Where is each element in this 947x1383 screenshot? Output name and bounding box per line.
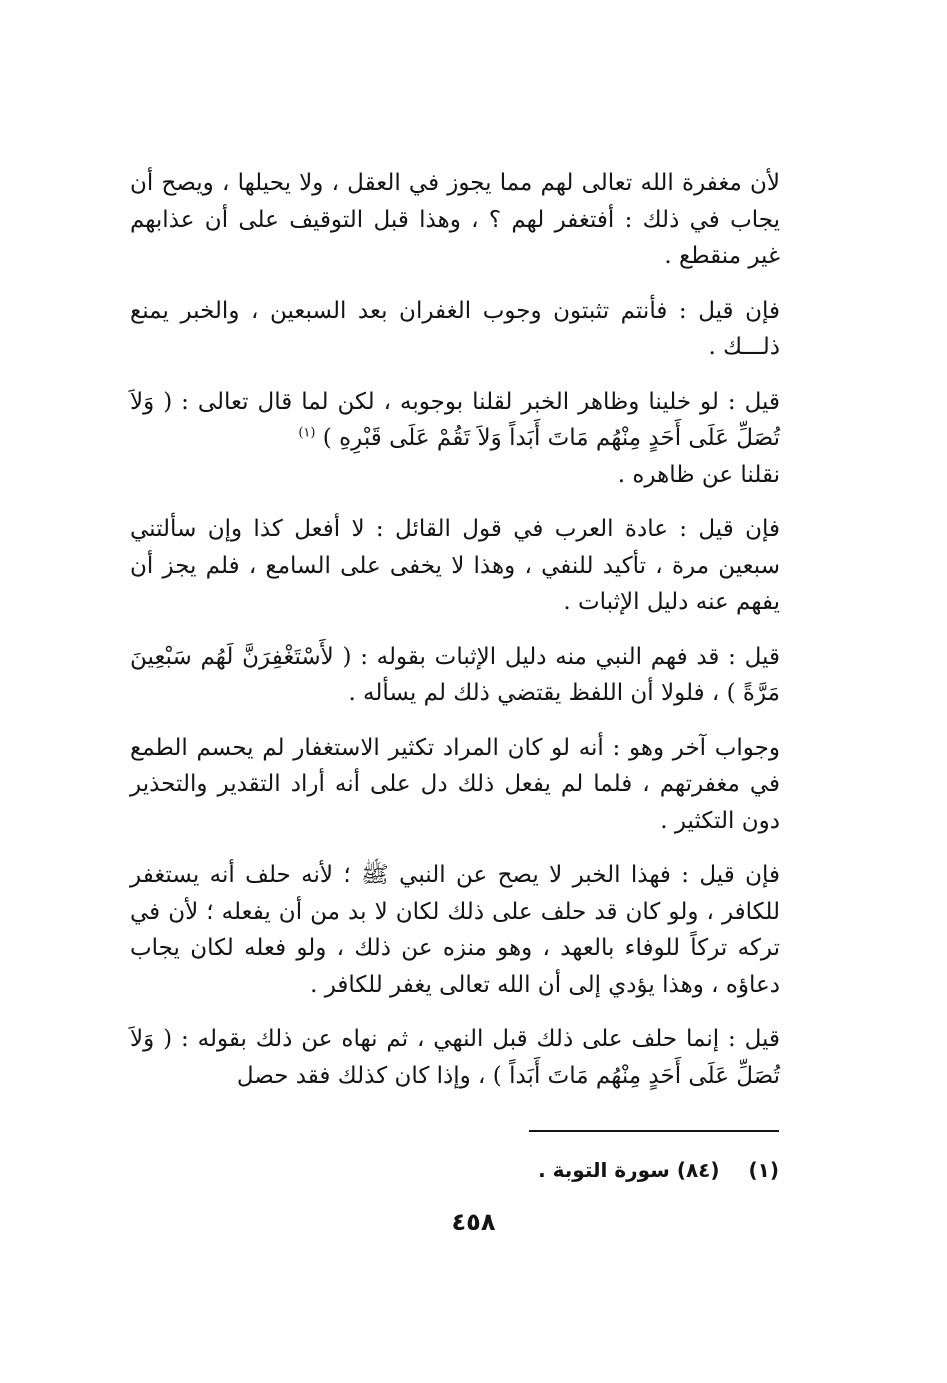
paragraph-7-text: فإن قيل : فهذا الخبر لا يصح عن النبي ﷺ ؛ لأنه حلف أنه يستغفر للكافر ، ولو كان قد حلف على ذلك لكان لا بد من أن يفعله ؛ لأن في تركه تركاً للوفاء بالعهد ، وهو منزه عن ذلك ، ولو فعله لكان يجاب دعاؤه ، وهذا يؤدي إلى أن الله تعالى يغفر للكافر .	[130, 862, 780, 998]
paragraph-2	[130, 293, 780, 366]
paragraph-8	[130, 1021, 780, 1094]
page-number: ٤٥٨	[451, 1208, 496, 1236]
paragraph-8-text: قيل : إنما حلف على ذلك قبل النهي ، ثم نهاه عن ذلك بقوله : ( وَلاَ تُصَلِّ عَلَى أَحَدٍ مِنْهُم مَاتَ أَبَداً ) ، وإذا كان كذلك فقد حصل	[130, 1026, 780, 1089]
footnote-marker: (١)	[298, 425, 316, 441]
paragraph-7	[130, 857, 780, 1003]
paragraph-4-text: فإن قيل : عادة العرب في قول القائل : لا أفعل كذا وإن سألتني سبعين مرة ، تأكيد للنفي ، وهذا لا يخفى على السامع ، فلم يجز أن يفهم عنه دليل الإثبات .	[130, 516, 780, 615]
paragraph-6-text: وجواب آخر وهو : أنه لو كان المراد تكثير الاستغفار لم يحسم الطمع في مغفرتهم ، فلما لم يفعل ذلك دل على أنه أراد التقدير والتحذير دون التكثير .	[130, 734, 780, 834]
page-body	[130, 165, 780, 1112]
paragraph-3	[130, 384, 780, 494]
paragraph-1-text: لأن مغفرة الله تعالى لهم مما يجوز في العقل ، ولا يحيلها ، ويصح أن يجاب في ذلك : أفتغفر لهم ؟ ، وهذا قبل التوقيف على أن عذابهم غير منقطع .	[130, 170, 780, 269]
paragraph-3-tail: نقلنا عن ظاهره .	[617, 461, 780, 488]
paragraph-3-text	[130, 384, 780, 494]
footnote-text: (٨٤) سورة التوبة .	[538, 1158, 720, 1182]
footnote-separator	[529, 1130, 779, 1132]
paragraph-5	[130, 639, 780, 712]
paragraph-5-text: قيل : قد فهم النبي منه دليل الإثبات بقوله : ( لأَسْتَغْفِرَنَّ لَهُم سَبْعِينَ مَرَّةً ) ، فلولا أن اللفظ يقتضي ذلك لم يسأله .	[130, 643, 780, 706]
paragraph-2-text: فإن قيل : فأنتم تثبتون وجوب الغفران بعد السبعين ، والخبر يمنع ذلـــك .	[130, 297, 780, 360]
paragraph-4	[130, 511, 780, 621]
paragraph-6	[130, 730, 780, 840]
footnote-number: (١)	[748, 1158, 779, 1182]
footnote	[179, 1158, 779, 1182]
paragraph-1	[130, 165, 780, 275]
paragraph-3-main: قيل : لو خلينا وظاهر الخبر لقلنا بوجوبه ، لكن لما قال تعالى : ( وَلاَ تُصَلِّ عَلَى أَحَدٍ مِنْهُم مَاتَ أَبَداً وَلاَ تَقُمْ عَلَى قَبْرِهِ )	[130, 388, 780, 451]
